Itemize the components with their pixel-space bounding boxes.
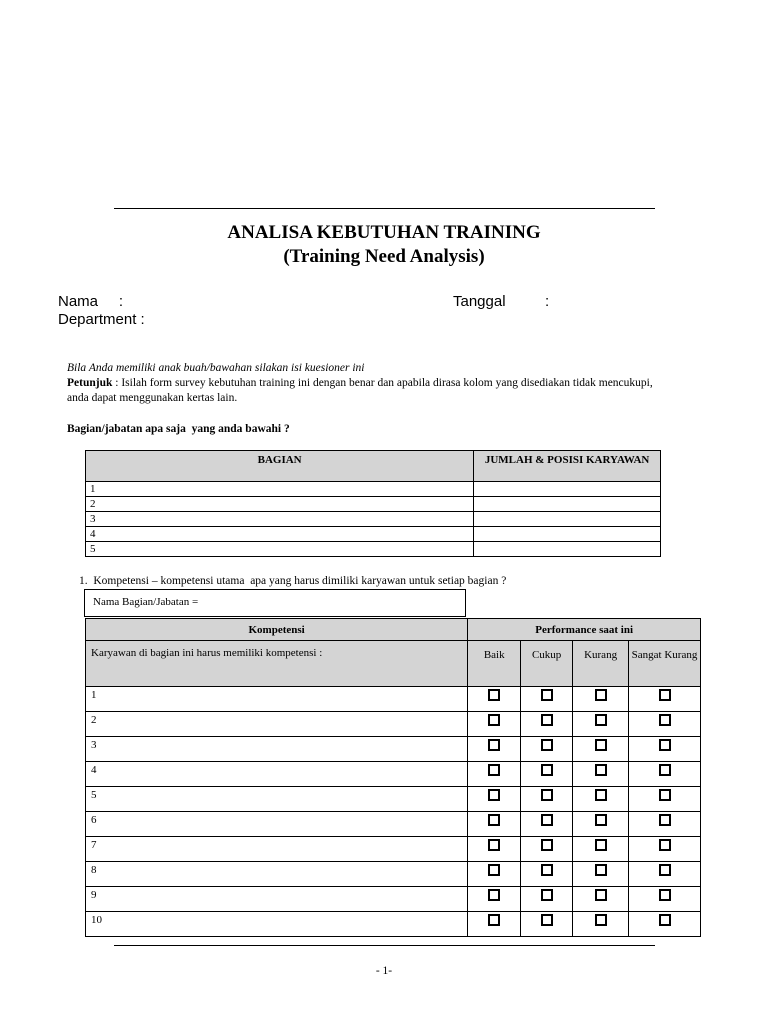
rating-cell xyxy=(468,812,521,837)
kompetensi-table xyxy=(85,618,701,937)
rating-cell xyxy=(573,762,629,787)
bagian-row-number: 3 xyxy=(86,512,474,527)
kompetensi-row xyxy=(86,762,701,787)
rating-cell xyxy=(468,862,521,887)
jumlah-posisi-cell[interactable] xyxy=(474,527,661,542)
rating-cell xyxy=(629,887,701,912)
kompetensi-row xyxy=(86,687,701,712)
checkbox-sangat-kurang[interactable] xyxy=(659,689,671,701)
checkbox-sangat-kurang[interactable] xyxy=(659,914,671,926)
kompetensi-row xyxy=(86,837,701,862)
rating-cell xyxy=(629,737,701,762)
checkbox-baik[interactable] xyxy=(488,889,500,901)
rating-cell xyxy=(468,762,521,787)
rating-cell xyxy=(468,712,521,737)
rating-cell xyxy=(521,862,573,887)
rating-cell xyxy=(629,862,701,887)
kompetensi-row xyxy=(86,862,701,887)
rating-cell xyxy=(629,762,701,787)
kompetensi-row xyxy=(86,737,701,762)
kompetensi-row-number: 2 xyxy=(86,712,468,737)
tanggal-field-colon: : xyxy=(545,293,550,310)
rating-cell xyxy=(573,862,629,887)
checkbox-kurang[interactable] xyxy=(595,914,607,926)
rating-cell xyxy=(521,737,573,762)
rating-cell xyxy=(629,912,701,937)
kompetensi-row xyxy=(86,787,701,812)
nama-bagian-field[interactable] xyxy=(84,589,466,617)
bagian-table xyxy=(85,450,661,557)
kompetensi-header: Kompetensi xyxy=(86,619,468,641)
rating-cell xyxy=(629,787,701,812)
checkbox-sangat-kurang[interactable] xyxy=(659,864,671,876)
rating-cell xyxy=(573,912,629,937)
jumlah-posisi-cell[interactable] xyxy=(474,512,661,527)
rating-cell xyxy=(573,837,629,862)
jumlah-posisi-column-header: JUMLAH & POSISI KARYAWAN xyxy=(474,451,661,482)
rating-cell xyxy=(521,887,573,912)
bagian-row-number: 2 xyxy=(86,497,474,512)
checkbox-cukup[interactable] xyxy=(541,914,553,926)
rating-cell xyxy=(573,737,629,762)
bagian-row xyxy=(86,512,661,527)
checkbox-baik[interactable] xyxy=(488,689,500,701)
performance-header: Performance saat ini xyxy=(468,619,701,641)
page-number: - 1- xyxy=(375,965,393,977)
checkbox-kurang[interactable] xyxy=(595,689,607,701)
checkbox-kurang[interactable] xyxy=(595,714,607,726)
checkbox-kurang[interactable] xyxy=(595,739,607,751)
checkbox-cukup[interactable] xyxy=(541,839,553,851)
checkbox-baik[interactable] xyxy=(488,764,500,776)
jumlah-posisi-cell[interactable] xyxy=(474,497,661,512)
bagian-row-number: 5 xyxy=(86,542,474,557)
checkbox-cukup[interactable] xyxy=(541,689,553,701)
checkbox-kurang[interactable] xyxy=(595,814,607,826)
rating-header-baik: Baik xyxy=(468,641,521,687)
rating-cell xyxy=(468,887,521,912)
checkbox-baik[interactable] xyxy=(488,839,500,851)
bagian-row-number: 1 xyxy=(86,482,474,497)
checkbox-cukup[interactable] xyxy=(541,889,553,901)
rating-cell xyxy=(629,837,701,862)
checkbox-kurang[interactable] xyxy=(595,764,607,776)
kompetensi-row-number: 8 xyxy=(86,862,468,887)
rating-cell xyxy=(521,812,573,837)
checkbox-baik[interactable] xyxy=(488,739,500,751)
bagian-row xyxy=(86,497,661,512)
rating-cell xyxy=(573,712,629,737)
rating-cell xyxy=(468,687,521,712)
bagian-column-header: BAGIAN xyxy=(86,451,474,482)
kompetensi-row xyxy=(86,712,701,737)
question-kompetensi: 1. Kompetensi – kompetensi utama apa yang harus dimiliki karyawan untuk setiap bagian ? xyxy=(79,575,507,587)
rating-cell xyxy=(573,887,629,912)
kompetensi-row-number: 9 xyxy=(86,887,468,912)
checkbox-sangat-kurang[interactable] xyxy=(659,714,671,726)
document-title: ANALISA KEBUTUHAN TRAINING xyxy=(227,222,541,243)
checkbox-cukup[interactable] xyxy=(541,714,553,726)
checkbox-cukup[interactable] xyxy=(541,864,553,876)
intro-italic-line: Bila Anda memiliki anak buah/bawahan silakan isi kuesioner ini xyxy=(67,362,365,374)
bottom-rule xyxy=(114,945,655,946)
kompetensi-row xyxy=(86,887,701,912)
rating-cell xyxy=(468,837,521,862)
rating-cell xyxy=(521,762,573,787)
checkbox-baik[interactable] xyxy=(488,914,500,926)
department-field-label: Department : xyxy=(58,311,145,328)
rating-cell xyxy=(521,787,573,812)
checkbox-baik[interactable] xyxy=(488,814,500,826)
jumlah-posisi-cell[interactable] xyxy=(474,542,661,557)
rating-cell xyxy=(573,787,629,812)
checkbox-sangat-kurang[interactable] xyxy=(659,814,671,826)
nama-field-label: Nama : xyxy=(58,293,124,310)
kompetensi-row-number: 1 xyxy=(86,687,468,712)
tanggal-field-label: Tanggal xyxy=(453,293,506,310)
bagian-row xyxy=(86,527,661,542)
kompetensi-row xyxy=(86,912,701,937)
bagian-row xyxy=(86,482,661,497)
kompetensi-subheader: Karyawan di bagian ini harus memiliki kompetensi : xyxy=(86,641,468,687)
rating-cell xyxy=(521,912,573,937)
checkbox-kurang[interactable] xyxy=(595,839,607,851)
rating-cell xyxy=(521,687,573,712)
checkbox-sangat-kurang[interactable] xyxy=(659,739,671,751)
rating-cell xyxy=(573,687,629,712)
rating-cell xyxy=(468,787,521,812)
checkbox-baik[interactable] xyxy=(488,864,500,876)
intro-block xyxy=(67,361,667,406)
question-bagian: Bagian/jabatan apa saja yang anda bawahi ? xyxy=(67,423,290,435)
kompetensi-row-number: 4 xyxy=(86,762,468,787)
rating-cell xyxy=(521,837,573,862)
bagian-row xyxy=(86,542,661,557)
bagian-table-body xyxy=(86,482,661,557)
kompetensi-row-number: 6 xyxy=(86,812,468,837)
rating-cell xyxy=(521,712,573,737)
kompetensi-row-number: 5 xyxy=(86,787,468,812)
rating-cell xyxy=(629,812,701,837)
checkbox-cukup[interactable] xyxy=(541,764,553,776)
kompetensi-row xyxy=(86,812,701,837)
rating-cell xyxy=(468,737,521,762)
kompetensi-row-number: 7 xyxy=(86,837,468,862)
petunjuk-text: : Isilah form survey kebutuhan training ini dengan benar dan apabila dirasa kolom yang disediakan tidak mencukupi, anda dapat menggunakan kertas lain. xyxy=(67,377,653,404)
checkbox-sangat-kurang[interactable] xyxy=(659,839,671,851)
checkbox-baik[interactable] xyxy=(488,714,500,726)
checkbox-sangat-kurang[interactable] xyxy=(659,889,671,901)
checkbox-kurang[interactable] xyxy=(595,789,607,801)
rating-header-cukup: Cukup xyxy=(521,641,573,687)
rating-cell xyxy=(573,812,629,837)
rating-header-sangat-kurang: Sangat Kurang xyxy=(629,641,701,687)
checkbox-sangat-kurang[interactable] xyxy=(659,764,671,776)
bagian-row-number: 4 xyxy=(86,527,474,542)
document-subtitle: (Training Need Analysis) xyxy=(283,246,485,267)
checkbox-sangat-kurang[interactable] xyxy=(659,789,671,801)
checkbox-cukup[interactable] xyxy=(541,814,553,826)
rating-cell xyxy=(629,712,701,737)
rating-header-kurang: Kurang xyxy=(573,641,629,687)
checkbox-baik[interactable] xyxy=(488,789,500,801)
rating-cell xyxy=(468,912,521,937)
petunjuk-label: Petunjuk xyxy=(67,377,113,389)
top-rule xyxy=(114,208,655,209)
nama-bagian-label: Nama Bagian/Jabatan = xyxy=(93,596,199,608)
checkbox-cukup[interactable] xyxy=(541,789,553,801)
rating-cell xyxy=(629,687,701,712)
checkbox-kurang[interactable] xyxy=(595,864,607,876)
checkbox-kurang[interactable] xyxy=(595,889,607,901)
kompetensi-table-body xyxy=(86,687,701,937)
jumlah-posisi-cell[interactable] xyxy=(474,482,661,497)
kompetensi-row-number: 10 xyxy=(86,912,468,937)
checkbox-cukup[interactable] xyxy=(541,739,553,751)
kompetensi-row-number: 3 xyxy=(86,737,468,762)
